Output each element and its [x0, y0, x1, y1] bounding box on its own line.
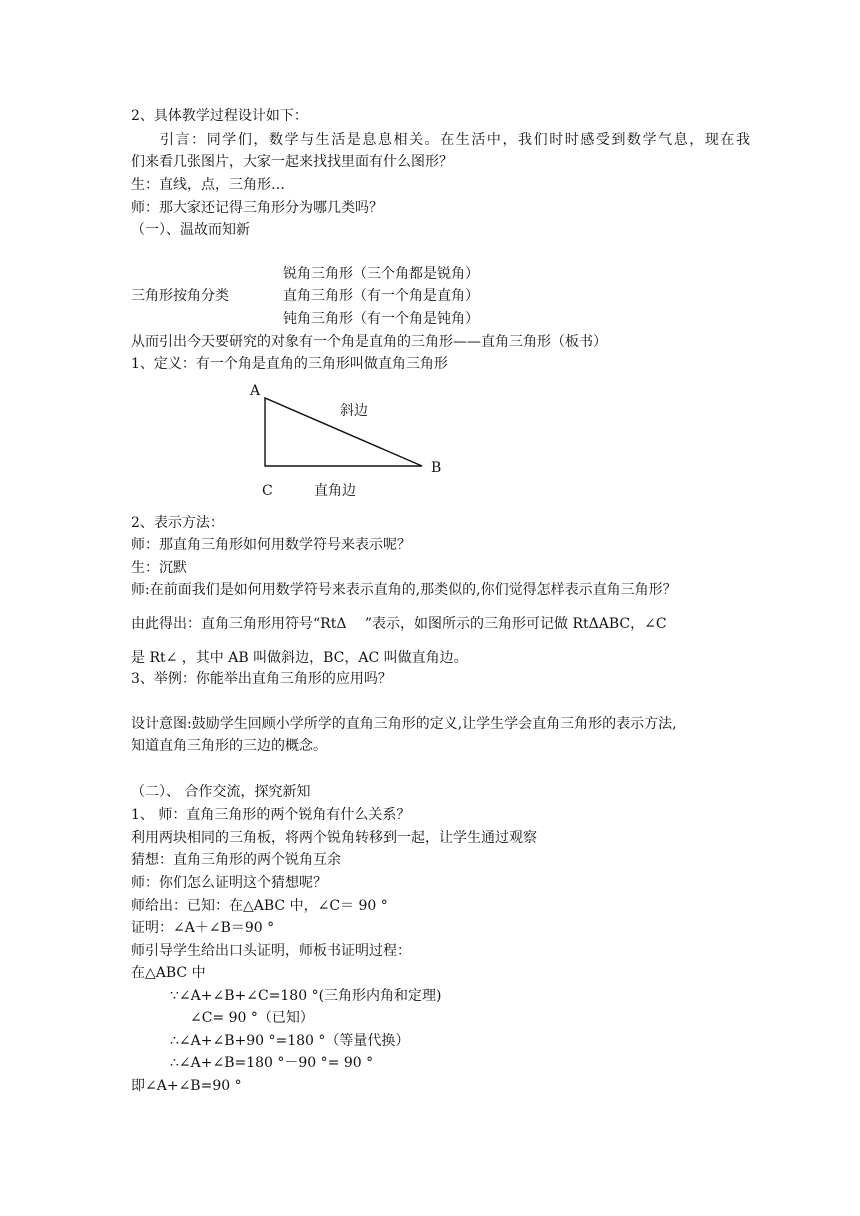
- proof-end: 即∠A+∠B=90 °: [131, 1078, 242, 1094]
- given-statement: 师给出：已知：在△ABC 中，∠C＝ 90 °: [131, 898, 388, 914]
- proof-step-2: ∠C= 90 °（已知）: [190, 1010, 314, 1026]
- teacher-question-2: 师：那直角三角形如何用数学符号来表示呢？: [131, 537, 411, 553]
- teacher-question-4: 师：你们怎么证明这个猜想呢？: [131, 875, 327, 891]
- design-intent-line-2: 知道直角三角形的三边的概念。: [131, 738, 327, 754]
- hypotenuse-label: 斜边: [340, 403, 368, 419]
- intro-line-2: 们来看几张图片，大家一起来找找里面有什么图形？: [131, 154, 453, 170]
- part2-title: （二）、 合作交流，探究新知: [131, 784, 311, 800]
- proof-step-3: ∴∠A+∠B+90 °=180 °（等量代换）: [170, 1033, 410, 1049]
- definition: 1、定义：有一个角是直角的三角形叫做直角三角形: [131, 356, 448, 372]
- vertex-c-label: C: [262, 483, 273, 499]
- lead-in: 从而引出今天要研究的对象有一个角是直角的三角形——直角三角形（板书）: [131, 334, 607, 350]
- classification-item-obtuse: 钝角三角形（有一个角是钝角）: [283, 311, 479, 327]
- proof-step-4: ∴∠A+∠B=180 °－90 °= 90 °: [170, 1055, 374, 1071]
- guide-statement: 师引导学生给出口头证明，师板书证明过程：: [131, 943, 411, 959]
- right-triangle-figure: [240, 378, 460, 503]
- example-prompt: 3、举例：你能举出直角三角形的应用吗？: [131, 671, 392, 687]
- student-answer-2: 生：沉默: [131, 560, 187, 576]
- intro-line-1: 引言：同学们，数学与生活是息息相关。在生活中，我们时时感受到数学气息，现在我: [160, 132, 750, 148]
- section-heading: 2、具体教学过程设计如下：: [131, 108, 308, 124]
- teacher-question-3: 师:在前面我们是如何用数学符号来表示直角的,那类似的,你们觉得怎样表示直角三角形？: [131, 582, 677, 598]
- teacher-question-1: 师：那大家还记得三角形分为哪几类吗？: [131, 200, 383, 216]
- classification-label: 三角形按角分类: [131, 288, 229, 304]
- part1-title: （一）、温故而知新: [131, 222, 250, 238]
- conclusion-line-2: 是 Rt∠ ，其中 AB 叫做斜边，BC，AC 叫做直角边。: [131, 650, 468, 666]
- classification-item-right: 直角三角形（有一个角是直角）: [283, 288, 479, 304]
- design-intent-line-1: 设计意图:鼓励学生回顾小学所学的直角三角形的定义,让学生学会直角三角形的表示方法,: [131, 716, 677, 732]
- classification-item-acute: 锐角三角形（三个角都是锐角）: [283, 266, 479, 282]
- proof-start: 在△ABC 中: [131, 965, 206, 981]
- question-1: 1、 师：直角三角形的两个锐角有什么关系？: [131, 807, 411, 823]
- proof-step-1: ∵∠A+∠B+∠C=180 °(三角形内角和定理): [170, 988, 442, 1004]
- guess: 猜想：直角三角形的两个锐角互余: [131, 852, 341, 868]
- notation-heading: 2、表示方法：: [131, 515, 224, 531]
- student-answer-1: 生：直线，点，三角形…: [131, 177, 285, 193]
- activity: 利用两块相同的三角板，将两个锐角转移到一起，让学生通过观察: [131, 830, 537, 846]
- vertex-b-label: B: [431, 460, 442, 476]
- prove-statement: 证明：∠A＋∠B＝90 °: [131, 920, 275, 936]
- vertex-a-label: A: [250, 383, 261, 399]
- leg-label: 直角边: [314, 483, 356, 499]
- conclusion-line-1: 由此得出：直角三角形用符号“RtΔ ”表示，如图所示的三角形可记做 RtΔABC，∠C: [131, 616, 667, 632]
